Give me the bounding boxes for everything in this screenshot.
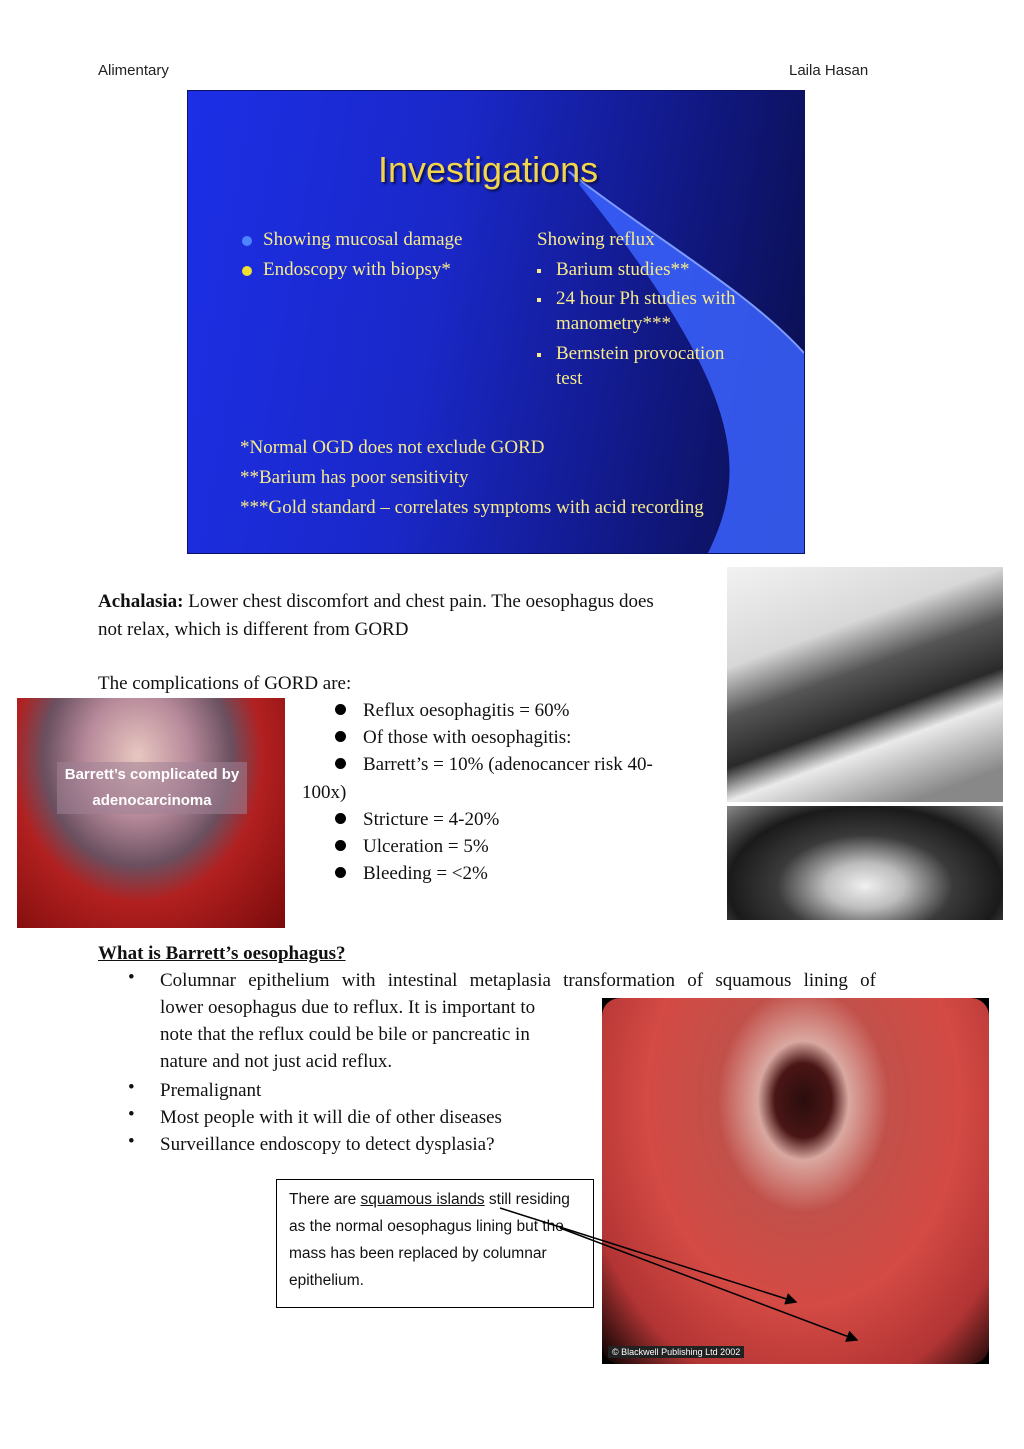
barretts-heading: What is Barrett’s oesophagus? (98, 943, 346, 964)
bullet-icon: • (128, 967, 135, 988)
complications-intro: The complications of GORD are: (98, 673, 352, 694)
bullet-icon: • (128, 1104, 135, 1125)
slide-right-item-1: Barium studies** (556, 259, 690, 280)
bullet-icon: • (128, 1131, 135, 1152)
callout-text-post: still residing as the normal oesophagus lining but the mass has been replaced by columnar epithelium. (289, 1191, 570, 1289)
complication-item-4: Stricture = 4-20% (363, 809, 500, 830)
callout-text-pre: There are (289, 1191, 361, 1208)
achalasia-line-2: not relax, which is different from GORD (98, 619, 409, 640)
bullet-icon: • (128, 1077, 135, 1098)
complication-item-6: Bleeding = <2% (363, 863, 488, 884)
slide-footnote-1: *Normal OGD does not exclude GORD (240, 437, 545, 458)
image-credit: © Blackwell Publishing Ltd 2002 (608, 1346, 744, 1358)
complication-item-1: Reflux oesophagitis = 60% (363, 700, 570, 721)
header-left: Alimentary (98, 62, 169, 79)
slide-left-item-2: Endoscopy with biopsy* (263, 259, 451, 280)
complication-item-3: Barrett’s = 10% (adenocancer risk 40- (363, 754, 653, 775)
complication-item-5: Ulceration = 5% (363, 836, 489, 857)
barretts-bullet-4: Surveillance endoscopy to detect dysplasia? (160, 1134, 495, 1155)
slide-footnote-3: ***Gold standard – correlates symptoms with acid recording (240, 497, 704, 518)
barretts-bullet-1-line-3: note that the reflux could be bile or pancreatic in (160, 1024, 530, 1045)
complication-item-2: Of those with oesophagitis: (363, 727, 572, 748)
slide-right-item-2: 24 hour Ph studies with (556, 288, 736, 309)
slide-footnote-2: **Barium has poor sensitivity (240, 467, 469, 488)
slide-title: Investigations (378, 149, 599, 190)
slide-right-heading: Showing reflux (537, 229, 655, 250)
slide-right-item-3: Bernstein provocation (556, 343, 725, 364)
slide-left-item-1: Showing mucosal damage (263, 229, 463, 250)
barretts-bullet-1-line-1: Columnar epithelium with intestinal metaplasia transformation of squamous lining of (160, 970, 876, 991)
arrow-to-island-1 (500, 1208, 796, 1302)
endoscopy-caption: Barrett’s complicated by adenocarcinoma (57, 762, 247, 814)
slide-right-item-2b: manometry*** (556, 313, 672, 334)
header-right: Laila Hasan (789, 62, 869, 79)
barretts-bullet-1-line-4: nature and not just acid reflux. (160, 1051, 393, 1072)
achalasia-label: Achalasia: (98, 591, 184, 612)
barretts-bullet-2: Premalignant (160, 1080, 262, 1101)
complication-item-3-wrap: 100x) (302, 782, 347, 803)
callout-underlined: squamous islands (360, 1191, 485, 1208)
achalasia-text-1: Lower chest discomfort and chest pain. The oesophagus does (188, 591, 654, 612)
barretts-bullet-1-line-2: lower oesophagus due to reflux. It is important to (160, 997, 536, 1018)
arrow-to-island-2 (560, 1228, 857, 1340)
barretts-bullet-3: Most people with it will die of other diseases (160, 1107, 502, 1128)
slide-right-item-3b: test (556, 368, 583, 389)
